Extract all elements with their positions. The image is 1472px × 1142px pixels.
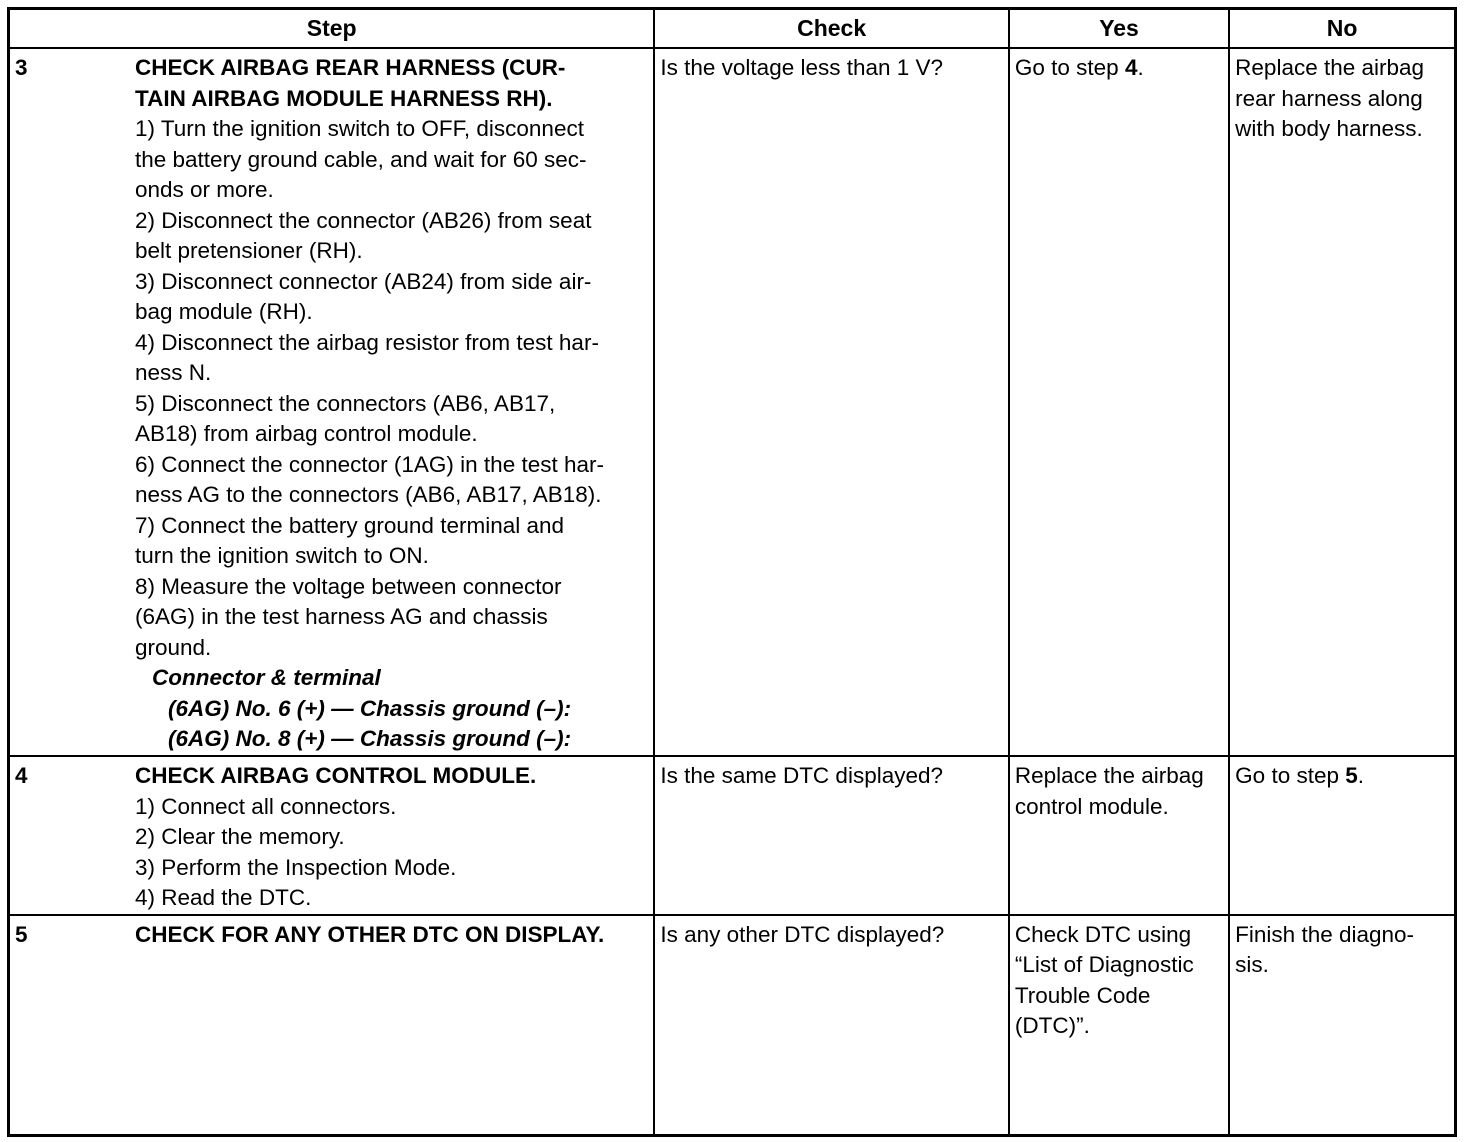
table-row: [9, 915, 1456, 1136]
yes-line: Trouble Code: [1014, 982, 1151, 1008]
instruction-line: ness N.: [135, 360, 212, 385]
instruction-line: 4) Read the DTC.: [135, 885, 312, 910]
instruction-line: 1) Turn the ignition switch to OFF, disconnect: [135, 116, 584, 141]
instruction-line: 3) Disconnect connector (AB24) from side air-: [135, 268, 592, 294]
header-no: No: [1229, 9, 1455, 49]
step-number: 3: [15, 55, 28, 80]
instruction-line: 7) Connect the battery ground terminal and: [135, 512, 565, 538]
yes-cell: [1009, 915, 1229, 1136]
step-number: 4: [15, 763, 28, 788]
instruction-line: 6) Connect the connector (1AG) in the test har-: [135, 451, 604, 477]
step-title-line: TAIN AIRBAG MODULE HARNESS RH).: [135, 85, 553, 111]
instruction-line: ground.: [135, 634, 212, 660]
yes-line: Check DTC using: [1014, 921, 1192, 947]
table-row: [9, 756, 1456, 915]
no-text: [1230, 757, 1454, 792]
check-text: Is any other DTC displayed?: [660, 921, 945, 947]
step-title: CHECK FOR ANY OTHER DTC ON DISPLAY.: [135, 921, 605, 947]
yes-prefix: Go to step: [1014, 55, 1125, 80]
instruction-line: 8) Measure the voltage between connector: [135, 573, 562, 599]
step-reference: 5: [1345, 763, 1358, 788]
instruction-line: AB18) from airbag control module.: [135, 421, 478, 446]
step-reference: 4: [1124, 55, 1138, 80]
step-number: 5: [15, 921, 28, 947]
no-cell: [1229, 915, 1455, 1136]
check-text: Is the voltage less than 1 V?: [660, 55, 944, 80]
instruction-line: 4) Disconnect the airbag resistor from test har-: [135, 329, 599, 355]
yes-suffix: .: [1137, 55, 1144, 80]
instruction-line: belt pretensioner (RH).: [135, 238, 363, 263]
no-text: [1230, 916, 1454, 981]
no-line: rear harness along: [1235, 85, 1423, 111]
no-line: with body harness.: [1235, 116, 1423, 141]
check-cell: [654, 48, 1008, 756]
connector-terminal-line: (6AG) No. 8 (+) — Chassis ground (–):: [168, 726, 572, 751]
header-check: Check: [654, 9, 1008, 49]
yes-line: (DTC)”.: [1014, 1013, 1090, 1038]
no-suffix: .: [1357, 763, 1365, 788]
instruction-line: 3) Perform the Inspection Mode.: [135, 854, 457, 880]
no-line: Replace the airbag: [1235, 55, 1425, 80]
diagnostic-table: [7, 7, 1457, 1137]
header-yes: Yes: [1009, 9, 1229, 49]
yes-text: [1010, 49, 1228, 84]
instruction-line: bag module (RH).: [135, 299, 313, 324]
yes-text: [1010, 916, 1228, 1042]
instruction-line: 5) Disconnect the connectors (AB6, AB17,: [135, 390, 556, 416]
instruction-line: 2) Disconnect the connector (AB26) from seat: [135, 207, 592, 233]
no-cell: [1229, 756, 1455, 915]
instruction-line: ness AG to the connectors (AB6, AB17, AB18).: [135, 482, 602, 507]
yes-line: control module.: [1014, 793, 1169, 819]
instruction-line: (6AG) in the test harness AG and chassis: [135, 604, 548, 629]
instruction-line: 2) Clear the memory.: [135, 824, 345, 849]
no-line: sis.: [1235, 952, 1269, 977]
yes-line: Replace the airbag: [1014, 763, 1204, 788]
step-title-line: CHECK AIRBAG REAR HARNESS (CUR-: [135, 55, 566, 80]
header-row: [9, 9, 1456, 49]
instruction-line: the battery ground cable, and wait for 60 sec-: [135, 146, 587, 172]
yes-cell: [1009, 48, 1229, 756]
connector-terminal-line: (6AG) No. 6 (+) — Chassis ground (–):: [168, 695, 572, 721]
no-line: Finish the diagno-: [1235, 921, 1415, 947]
connector-terminal-heading: Connector & terminal: [152, 665, 381, 690]
step-cell: [9, 48, 655, 756]
header-step: Step: [9, 9, 655, 49]
no-text: [1230, 49, 1454, 145]
step-cell: [9, 756, 655, 915]
check-cell: [654, 756, 1008, 915]
yes-text: [1010, 757, 1228, 822]
check-cell: [654, 915, 1008, 1136]
instruction-list: [135, 114, 648, 663]
step-title: CHECK AIRBAG CONTROL MODULE.: [135, 763, 537, 788]
table-row: [9, 48, 1456, 756]
step-title: [135, 53, 648, 114]
yes-cell: [1009, 756, 1229, 915]
check-text: Is the same DTC displayed?: [660, 763, 944, 788]
instruction-line: 1) Connect all connectors.: [135, 793, 397, 819]
no-cell: [1229, 48, 1455, 756]
yes-line: “List of Diagnostic: [1014, 952, 1194, 977]
step-cell: [9, 915, 655, 1136]
instruction-line: turn the ignition switch to ON.: [135, 543, 429, 568]
instruction-line: onds or more.: [135, 177, 274, 202]
no-prefix: Go to step: [1235, 763, 1346, 788]
